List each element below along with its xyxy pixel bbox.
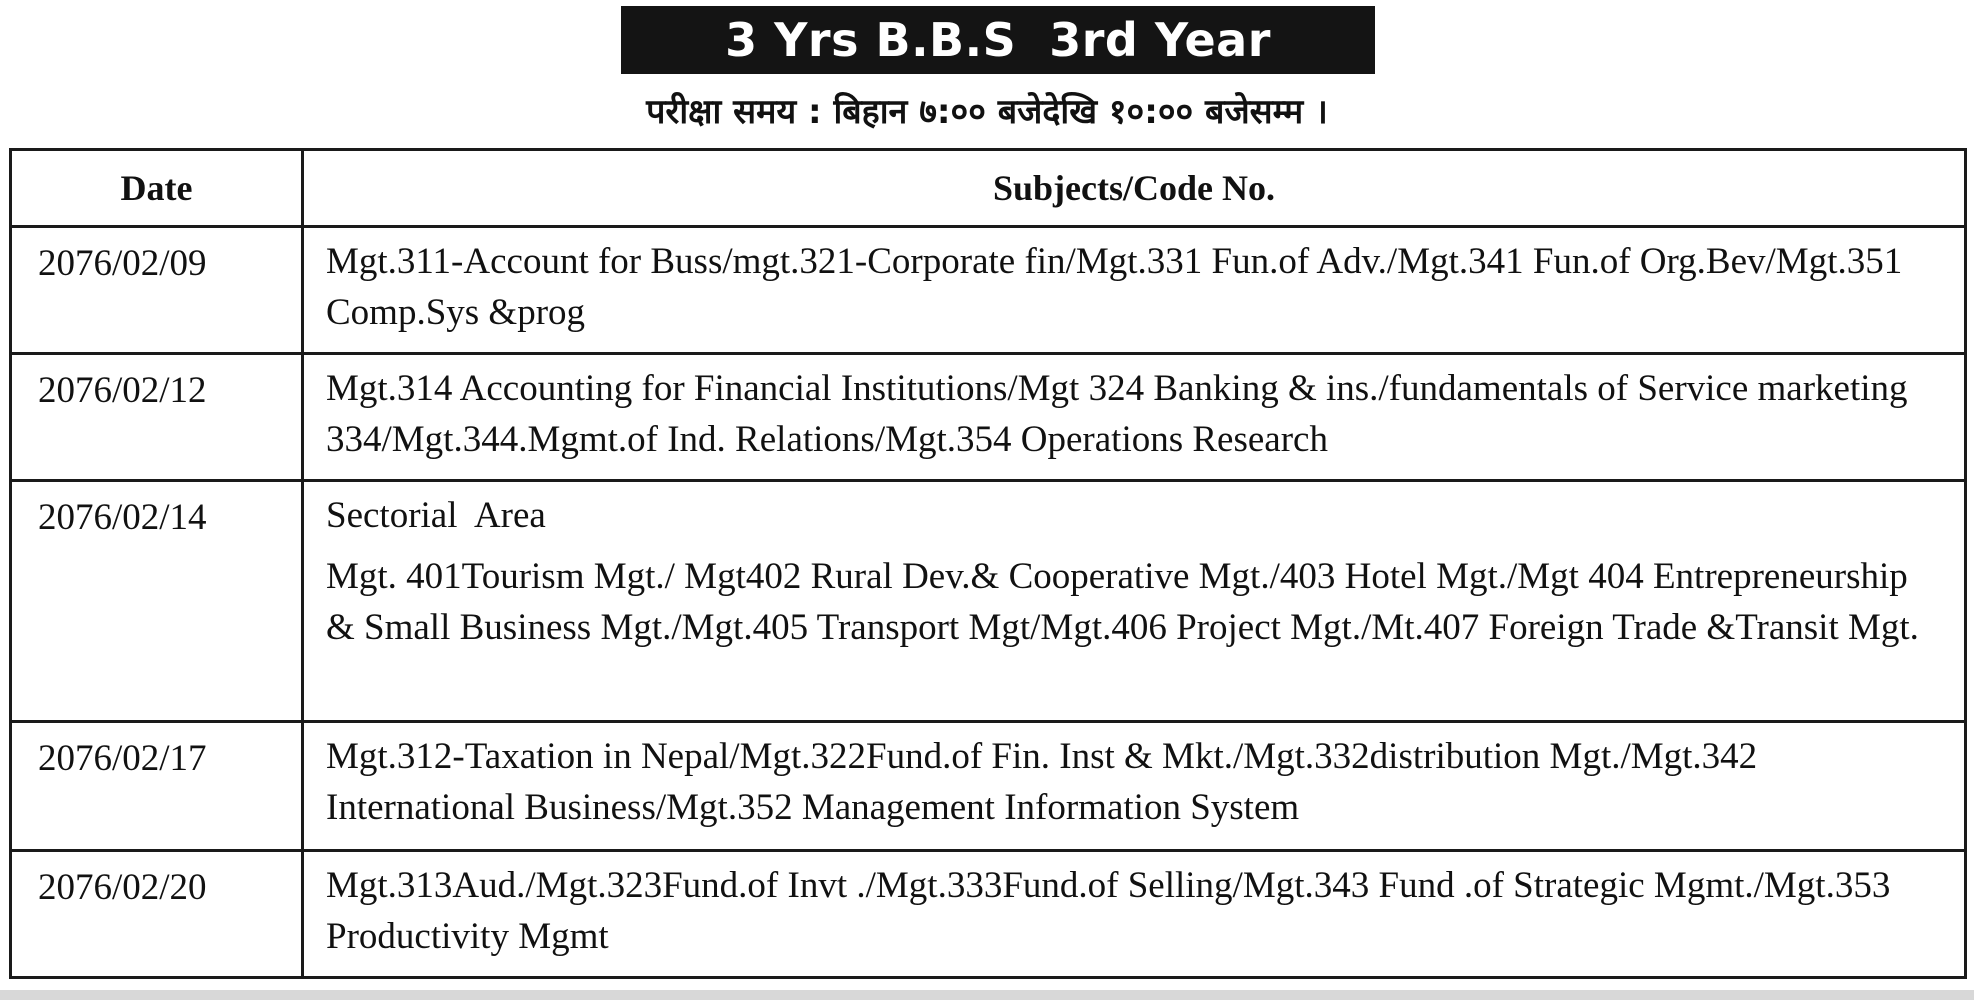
date-cell: 2076/02/17 [11,722,303,851]
subjects-cell: Mgt.314 Accounting for Financial Institutions/Mgt 324 Banking & ins./fundamentals of Service marketing 334/Mgt.344.Mgmt.of Ind. Relations/Mgt.354 Operations Research [303,354,1966,481]
date-cell: 2076/02/09 [11,227,303,354]
subjects-cell: Mgt.311-Account for Buss/mgt.321-Corporate fin/Mgt.331 Fun.of Adv./Mgt.341 Fun.of Org.Bev/Mgt.351 Comp.Sys &prog [303,227,1966,354]
bottom-divider [0,990,1974,1000]
subjects-cell [303,481,1966,722]
column-header-subjects: Subjects/Code No. [303,150,1966,227]
column-header-date: Date [11,150,303,227]
sectorial-area-subjects: Mgt. 401Tourism Mgt./ Mgt402 Rural Dev.& Cooperative Mgt./403 Hotel Mgt./Mgt 404 Entrepreneurship & Small Business Mgt./Mgt.405 Transport Mgt/Mgt.406 Project Mgt./Mt.407 Foreign Trade &Transit Mgt. [326,556,1919,648]
date-cell: 2076/02/12 [11,354,303,481]
page-title: 3 Yrs B.B.S 3rd Year [621,6,1375,74]
table-row [11,354,1966,481]
table-row [11,851,1966,978]
table-row [11,227,1966,354]
table-row [11,722,1966,851]
date-cell: 2076/02/14 [11,481,303,722]
subjects-cell: Mgt.313Aud./Mgt.323Fund.of Invt ./Mgt.333Fund.of Selling/Mgt.343 Fund .of Strategic Mgmt./Mgt.353 Productivity Mgmt [303,851,1966,978]
exam-time-notice: परीक्षा समय : बिहान ७:०० बजेदेखि १०:०० बजेसम्म । [646,92,1328,132]
sectorial-area-label: Sectorial Area [326,495,546,536]
date-cell: 2076/02/20 [11,851,303,978]
exam-schedule-table [9,148,1967,979]
table-header-row [11,150,1966,227]
subjects-cell: Mgt.312-Taxation in Nepal/Mgt.322Fund.of Fin. Inst & Mkt./Mgt.332distribution Mgt./Mgt.342 International Business/Mgt.352 Management Information System [303,722,1966,851]
table-row [11,481,1966,722]
